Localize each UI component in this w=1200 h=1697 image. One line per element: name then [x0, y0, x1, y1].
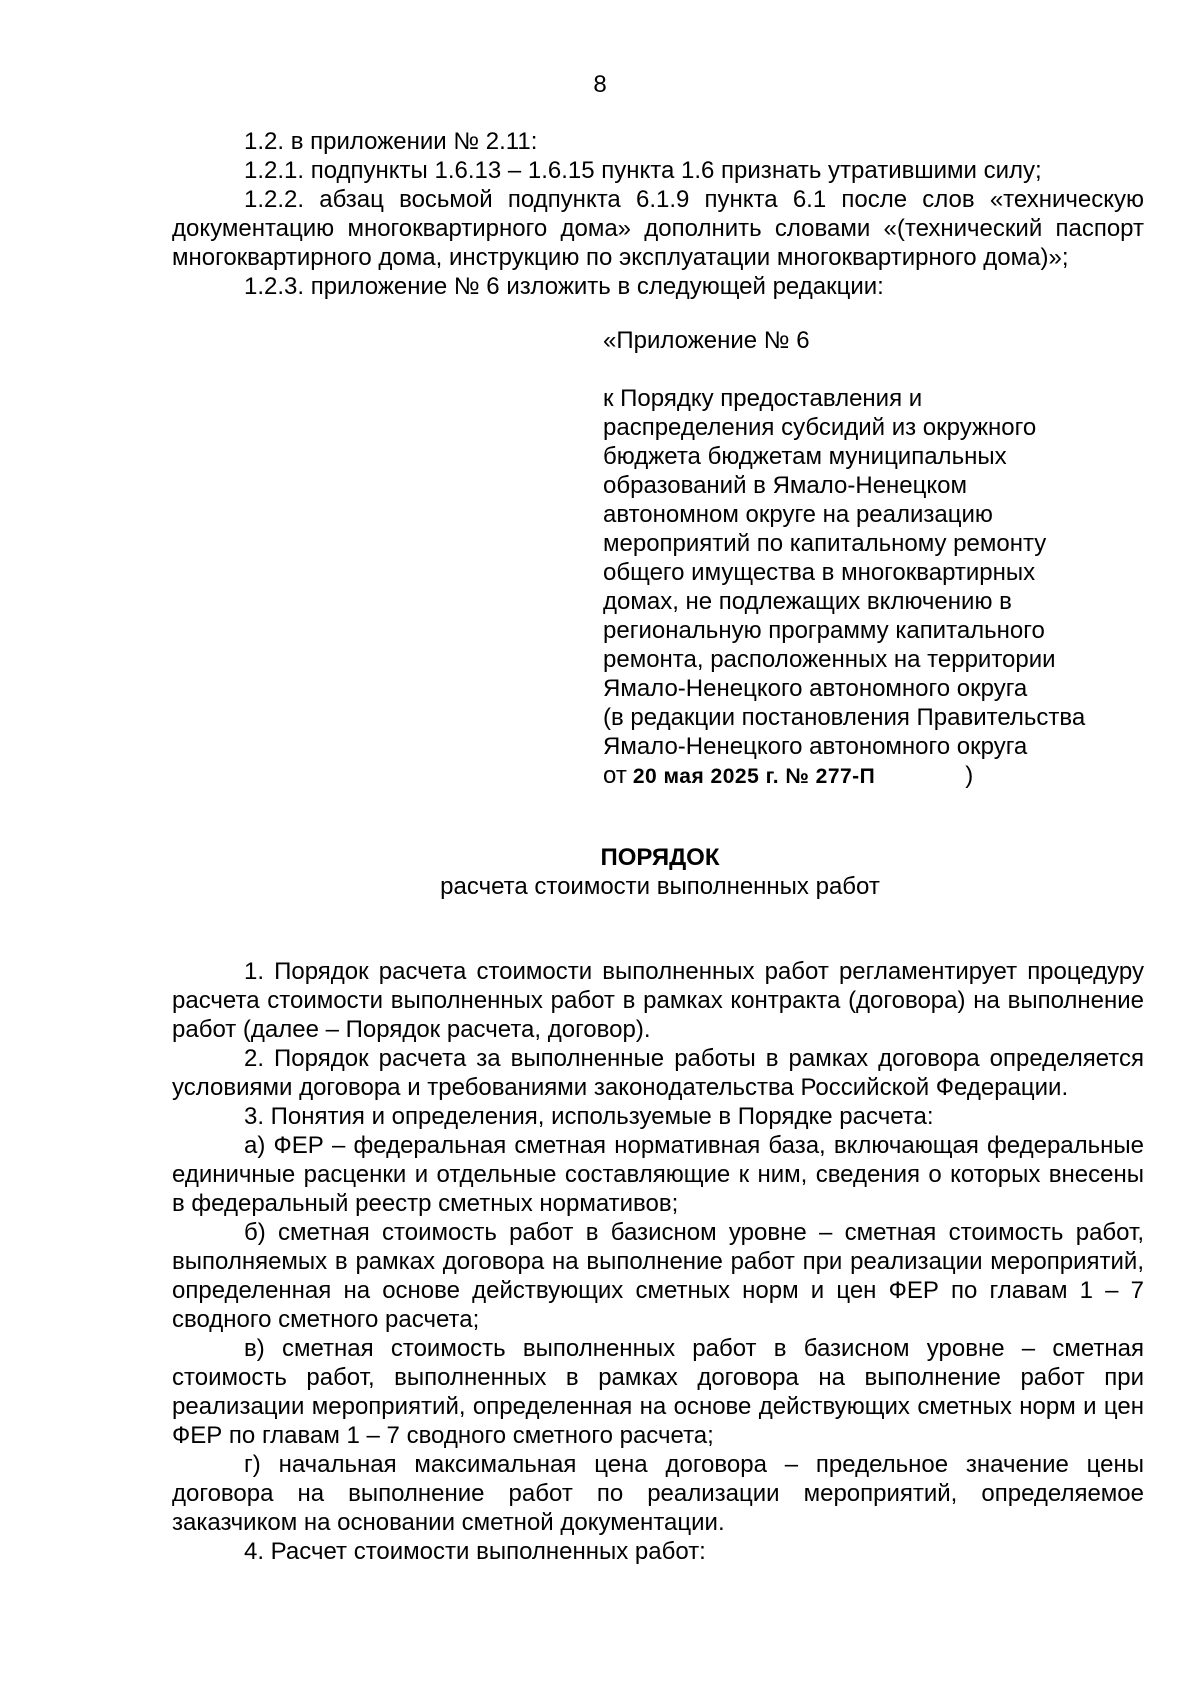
date-suffix: ): [965, 762, 974, 789]
date-prefix: от: [603, 762, 627, 789]
page-number: 8: [593, 71, 607, 98]
document-title: ПОРЯДОК: [600, 844, 720, 871]
paragraph-1-2: 1.2. в приложении № 2.11:: [244, 128, 538, 155]
paragraph-3-g: г) начальная максимальная цена договора – предельное значение цены договора на выполнение работ по реализации мероприятий, определяемое заказчиком на основании сметной документации.: [172, 1451, 1144, 1536]
paragraph-2: 2. Порядок расчета за выполненные работы в рамках договора определяется условиями договора и требованиями законодательства Российской Федерации.: [172, 1045, 1144, 1101]
appendix-reference: к Порядку предоставления и распределения субсидий из окружного бюджета бюджетам муниципальных образований в Ямало-Ненецком автономном округе на реализацию мероприятий по капитальному ремонту общего имущества в многоквартирных домах, не подлежащих включению в региональную программу капитального ремонта, расположенных на территории Ямало-Ненецкого автономного округа (в редакции постановления Правительства Ямало-Ненецкого автономного округа: [603, 385, 1086, 760]
paragraph-4: 4. Расчет стоимости выполненных работ:: [244, 1538, 706, 1565]
document-subtitle: расчета стоимости выполненных работ: [440, 873, 880, 900]
paragraph-3-a: а) ФЕР – федеральная сметная нормативная база, включающая федеральные единичные расценки и отдельные составляющие к ним, сведения о которых внесены в федеральный реестр сметных нормативов;: [172, 1132, 1144, 1217]
appendix-header: [603, 326, 1163, 791]
paragraph-1-2-1: 1.2.1. подпункты 1.6.13 – 1.6.15 пункта 1.6 признать утратившими силу;: [244, 157, 1042, 184]
paragraph-1: 1. Порядок расчета стоимости выполненных работ регламентирует процедуру расчета стоимости выполненных работ в рамках контракта (договора) на выполнение работ (далее – Порядок расчета, договор).: [172, 958, 1144, 1043]
paragraph-3-v: в) сметная стоимость выполненных работ в базисном уровне – сметная стоимость работ, выполненных в рамках договора на выполнение работ при реализации мероприятий, определенная на основе действующих сметных норм и цен ФЕР по главам 1 – 7 сводного сметного расчета;: [172, 1335, 1144, 1449]
paragraph-3-b: б) сметная стоимость работ в базисном уровне – сметная стоимость работ, выполняемых в рамках договора на выполнение работ при реализации мероприятий, определенная на основе действующих сметных норм и цен ФЕР по главам 1 – 7 сводного сметного расчета;: [172, 1219, 1144, 1333]
amendment-paragraphs: [172, 127, 1144, 301]
date-stamp: 20 мая 2025 г. № 277-П: [632, 765, 876, 788]
paragraph-1-2-3: 1.2.3. приложение № 6 изложить в следующей редакции:: [244, 273, 884, 300]
appendix-heading: «Приложение № 6: [603, 327, 810, 354]
appendix-date-line: [603, 761, 1163, 791]
paragraph-1-2-2: 1.2.2. абзац восьмой подпункта 6.1.9 пункта 6.1 после слов «техническую документацию многоквартирного дома» дополнить словами «(технический паспорт многоквартирного дома, инструкцию по эксплуатации многоквартирного дома)»;: [172, 186, 1144, 271]
body-paragraphs: [172, 957, 1144, 1566]
paragraph-3: 3. Понятия и определения, используемые в Порядке расчета:: [244, 1103, 934, 1130]
